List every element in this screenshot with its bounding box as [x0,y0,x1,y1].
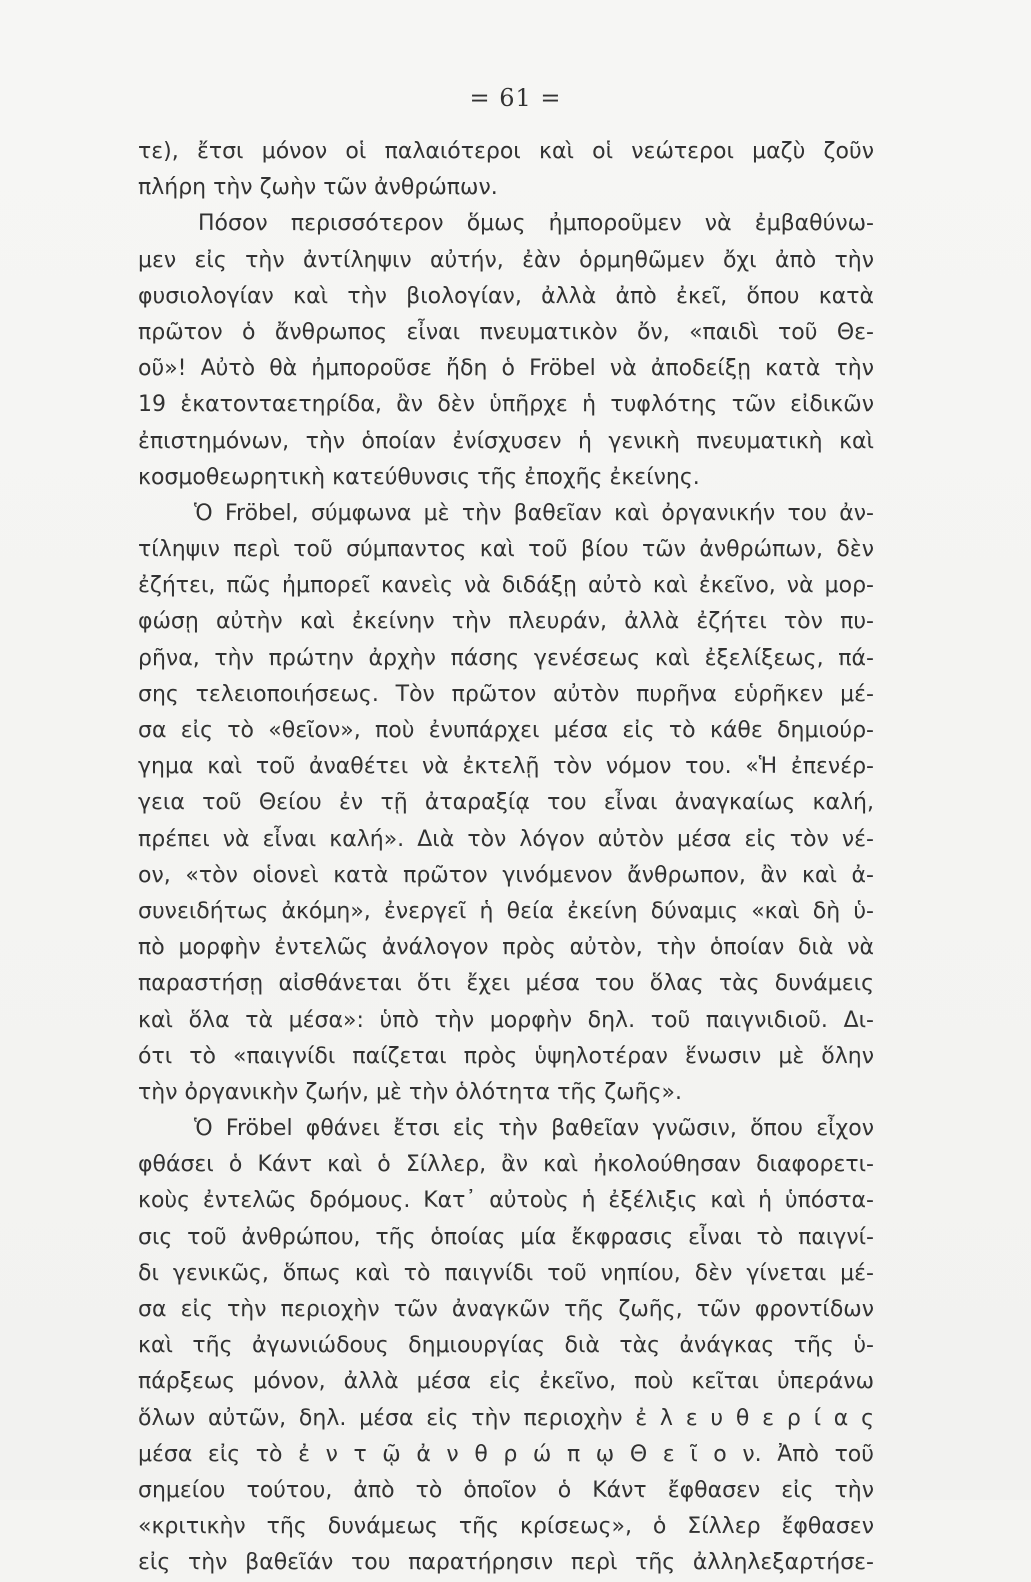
text-line: συνειδήτως ἀκόμη», ἐνεργεῖ ἡ θεία ἐκείνη δύναμις «καὶ δὴ ὑ- [138,898,874,924]
text-line: καὶ ὅλα τὰ μέσα»: ὑπὸ τὴν μορφὴν δηλ. τοῦ παιγνιδιοῦ. Δι- [138,1007,874,1033]
text-line: φώσῃ αὐτὴν καὶ ἐκείνην τὴν πλευράν, ἀλλὰ ἐζήτει τὸν πυ- [138,609,874,635]
text-line: πρῶτον ὁ ἄνθρωπος εἶναι πνευματικὸν ὄν, «παιδὶ τοῦ Θε- [138,319,874,345]
text-line: ον, «τὸν οἱονεὶ κατὰ πρῶτον γινόμενον ἄνθρωπον, ἂν καὶ ἀ- [138,862,874,888]
text-line: φθάσει ὁ Κάντ καὶ ὁ Σίλλερ, ἂν καὶ ἠκολούθησαν διαφορετι- [138,1152,874,1178]
text-line: σης τελειοποιήσεως. Τὸν πρῶτον αὐτὸν πυρῆνα εὑρῆκεν μέ- [138,681,874,707]
text-line: πὸ μορφὴν ἐντελῶς ἀνάλογον πρὸς αὐτὸν, τὴν ὁποίαν διὰ νὰ [138,935,874,961]
text-line: Πόσον περισσότερον ὅμως ἠμποροῦμεν νὰ ἐμβαθύνω- [198,211,874,237]
text-line: Ὁ Fröbel φθάνει ἔτσι εἰς τὴν βαθεῖαν γνῶσιν, ὅπου εἶχον [194,1116,874,1142]
text-line: παραστήσῃ αἰσθάνεται ὅτι ἔχει μέσα του ὅλας τὰς δυνάμεις [138,971,874,997]
text-line: τίληψιν περὶ τοῦ σύμπαντος καὶ τοῦ βίου τῶν ἀνθρώπων, δὲν [138,537,874,563]
text-line: δι γενικῶς, ὅπως καὶ τὸ παιγνίδι τοῦ νηπίου, δὲν γίνεται μέ- [138,1260,874,1286]
text-line: καὶ τῆς ἀγωνιώδους δημιουργίας διὰ τὰς ἀνάγκας τῆς ὑ- [138,1333,874,1359]
text-line: σημείου τούτου, ἀπὸ τὸ ὁποῖον ὁ Κάντ ἔφθασεν εἰς τὴν [138,1477,874,1503]
text-line: οῦ»! Αὐτὸ θὰ ἠμποροῦσε ἤδη ὁ Fröbel νὰ ἀποδείξῃ κατὰ τὴν [138,356,874,382]
text-line: 19 ἑκατονταετηρίδα, ἂν δὲν ὑπῆρχε ἡ τυφλότης τῶν εἰδικῶν [138,392,874,418]
text-line: ἐζήτει, πῶς ἠμπορεῖ κανεὶς νὰ διδάξῃ αὐτὸ καὶ ἐκεῖνο, νὰ μορ- [138,573,874,599]
page-number: = 61 = [469,84,562,112]
text-line: σα εἰς τὴν περιοχὴν τῶν ἀναγκῶν τῆς ζωῆς, τῶν φροντίδων [138,1297,874,1322]
text-line: πλήρη τὴν ζωὴν τῶν ἀνθρώπων. [138,175,498,201]
text-line: κοὺς ἐντελῶς δρόμους. Κατ᾽ αὐτοὺς ἡ ἐξέλιξις καὶ ἡ ὑπόστα- [138,1188,874,1214]
text-line: ὅλων αὐτῶν, δηλ. μέσα εἰς τὴν περιοχὴν ἐ λ ε υ θ ε ρ ί α ς [138,1405,874,1431]
text-line: τε), ἔτσι μόνον οἱ παλαιότεροι καὶ οἱ νεώτεροι μαζὺ ζοῦν [138,139,874,164]
text-line: κοσμοθεωρητικὴ κατεύθυνσις τῆς ἐποχῆς ἐκείνης. [138,464,700,490]
text-line: ότι τὸ «παιγνίδι παίζεται πρὸς ὑψηλοτέραν ἕνωσιν μὲ ὅλην [138,1043,874,1069]
text-line: ἐπιστημόνων, τὴν ὁποίαν ἐνίσχυσεν ἡ γενικὴ πνευματικὴ καὶ [138,428,874,454]
text-line: τὴν ὀργανικὴν ζωήν, μὲ τὴν ὁλότητα τῆς ζωῆς». [138,1079,682,1105]
body-text [138,134,874,1582]
text-line: γημα καὶ τοῦ ἀναθέτει νὰ ἐκτελῇ τὸν νόμον του. «Ἡ ἐπενέρ- [138,754,874,780]
text-line: μεν εἰς τὴν ἀντίληψιν αὐτήν, ἐὰν ὁρμηθῶμεν ὄχι ἀπὸ τὴν [138,247,874,273]
text-line: «κριτικὴν τῆς δυνάμεως τῆς κρίσεως», ὁ Σίλλερ ἔφθασεν [138,1514,874,1540]
text-line: πάρξεως μόνον, ἀλλὰ μέσα εἰς ἐκεῖνο, ποὺ κεῖται ὑπεράνω [138,1369,874,1395]
text-line: πρέπει νὰ εἶναι καλή». Διὰ τὸν λόγον αὐτὸν μέσα εἰς τὸν νέ- [138,826,874,852]
text-line: γεια τοῦ Θείου ἐν τῇ ἀταραξίᾳ του εἶναι ἀναγκαίως καλή, [138,790,874,816]
text-line: ρῆνα, τὴν πρώτην ἀρχὴν πάσης γενέσεως καὶ ἐξελίξεως, πά- [138,645,874,671]
text-line: Ὁ Fröbel, σύμφωνα μὲ τὴν βαθεῖαν καὶ ὀργανικήν του ἀν- [194,500,874,526]
text-line: σις τοῦ ἀνθρώπου, τῆς ὁποίας μία ἔκφρασις εἶναι τὸ παιγνί- [138,1224,874,1250]
text-line: σα εἰς τὸ «θεῖον», ποὺ ἐνυπάρχει μέσα εἰς τὸ κάθε δημιούρ- [138,718,874,743]
text-line: εἰς τὴν βαθεῖάν του παρατήρησιν περὶ τῆς ἀλληλεξαρτήσε- [138,1550,874,1576]
text-line: φυσιολογίαν καὶ τὴν βιολογίαν, ἀλλὰ ἀπὸ ἐκεῖ, ὅπου κατὰ [138,283,874,309]
text-line: μέσα εἰς τὸ ἐ ν τ ῷ ἀ ν θ ρ ώ π ῳ Θ ε ῖ ο ν. Ἀπὸ τοῦ [138,1441,874,1467]
